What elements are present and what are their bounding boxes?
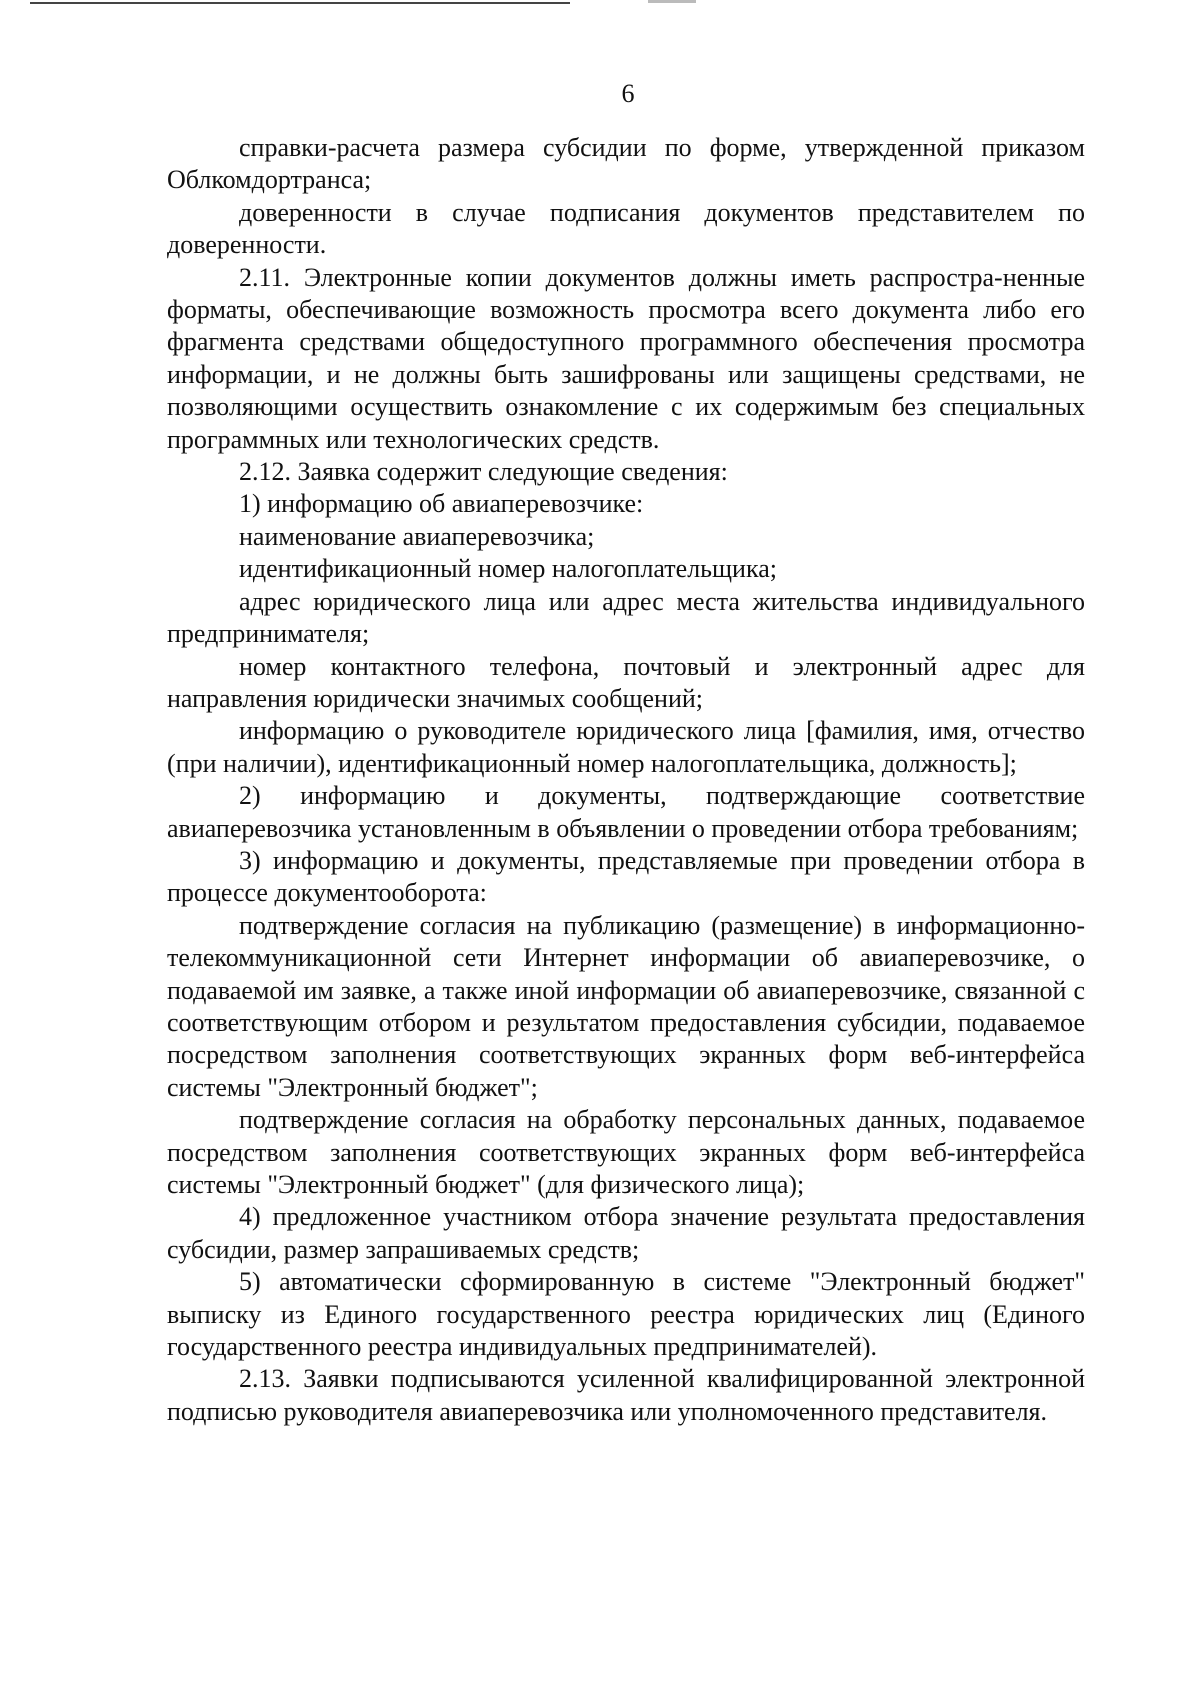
list-item-4: 4) предложенное участником отбора значение результата предоставления субсидии, размер запрашиваемых средств;	[167, 1202, 1085, 1264]
document-body	[167, 132, 1085, 1428]
list-item-inn: идентификационный номер налогоплательщика;	[239, 554, 777, 584]
list-item-address: адрес юридического лица или адрес места жительства индивидуального предпринимателя;	[167, 586, 1085, 649]
paragraph-power-of-attorney: доверенности в случае подписания документов представителем по доверенности.	[167, 197, 1085, 260]
paragraph-certificate: справки-расчета размера субсидии по форме, утвержденной приказом Облкомдортранса;	[167, 133, 1085, 195]
list-item-3: 3) информацию и документы, представляемые при проведении отбора в процессе документооборота:	[167, 845, 1085, 908]
paragraph-2-13: 2.13. Заявки подписываются усиленной квалифицированной электронной подписью руководителя авиаперевозчика или уполномоченного представителя.	[167, 1364, 1085, 1426]
list-item-personal-data-consent: подтверждение согласия на обработку персональных данных, подаваемое посредством заполнения соответствующих экранных форм веб-интерфейса системы "Электронный бюджет" (для физического лица);	[167, 1105, 1085, 1199]
list-item-2: 2) информацию и документы, подтверждающие соответствие авиаперевозчика установленным в объявлении о проведении отбора требованиям;	[167, 781, 1085, 843]
list-item-5: 5) автоматически сформированную в системе "Электронный бюджет" выписку из Единого государственного реестра юридических лиц (Единого государственного реестра индивидуальных предпринимателей).	[167, 1267, 1085, 1362]
scan-edge-line	[30, 2, 570, 4]
list-item-head-info: информацию о руководителе юридического лица [фамилия, имя, отчество (при наличии), идентификационный номер налогоплательщика, должность];	[167, 716, 1085, 778]
list-item-publication-consent: подтверждение согласия на публикацию (размещение) в информационно-телекоммуникационной сети Интернет информации об авиаперевозчике, о подаваемой им заявке, а также иной информации об авиаперевозчике, связанной с соответствующим отбором и результатом предоставления субсидии, подаваемое посредством заполнения соответствующих экранных форм веб-интерфейса системы "Электронный бюджет";	[167, 910, 1085, 1102]
paragraph-2-11: 2.11. Электронные копии документов должны иметь распростра-ненные форматы, обеспечивающие возможность просмотра всего документа либо его фрагмента средствами общедоступного программного обеспечения просмотра информации, и не должны быть зашифрованы или защищены средствами, не позволяющими осуществить ознакомление с их содержимым без специальных программных или технологических средств.	[167, 262, 1085, 454]
list-item-name: наименование авиаперевозчика;	[239, 521, 595, 551]
list-item-1: 1) информацию об авиаперевозчике:	[239, 489, 644, 519]
scan-edge-mark	[648, 0, 696, 3]
page-number: 6	[621, 79, 635, 108]
list-item-contacts: номер контактного телефона, почтовый и электронный адрес для направления юридически значимых сообщений;	[167, 651, 1085, 713]
paragraph-2-12: 2.12. Заявка содержит следующие сведения:	[239, 457, 728, 487]
